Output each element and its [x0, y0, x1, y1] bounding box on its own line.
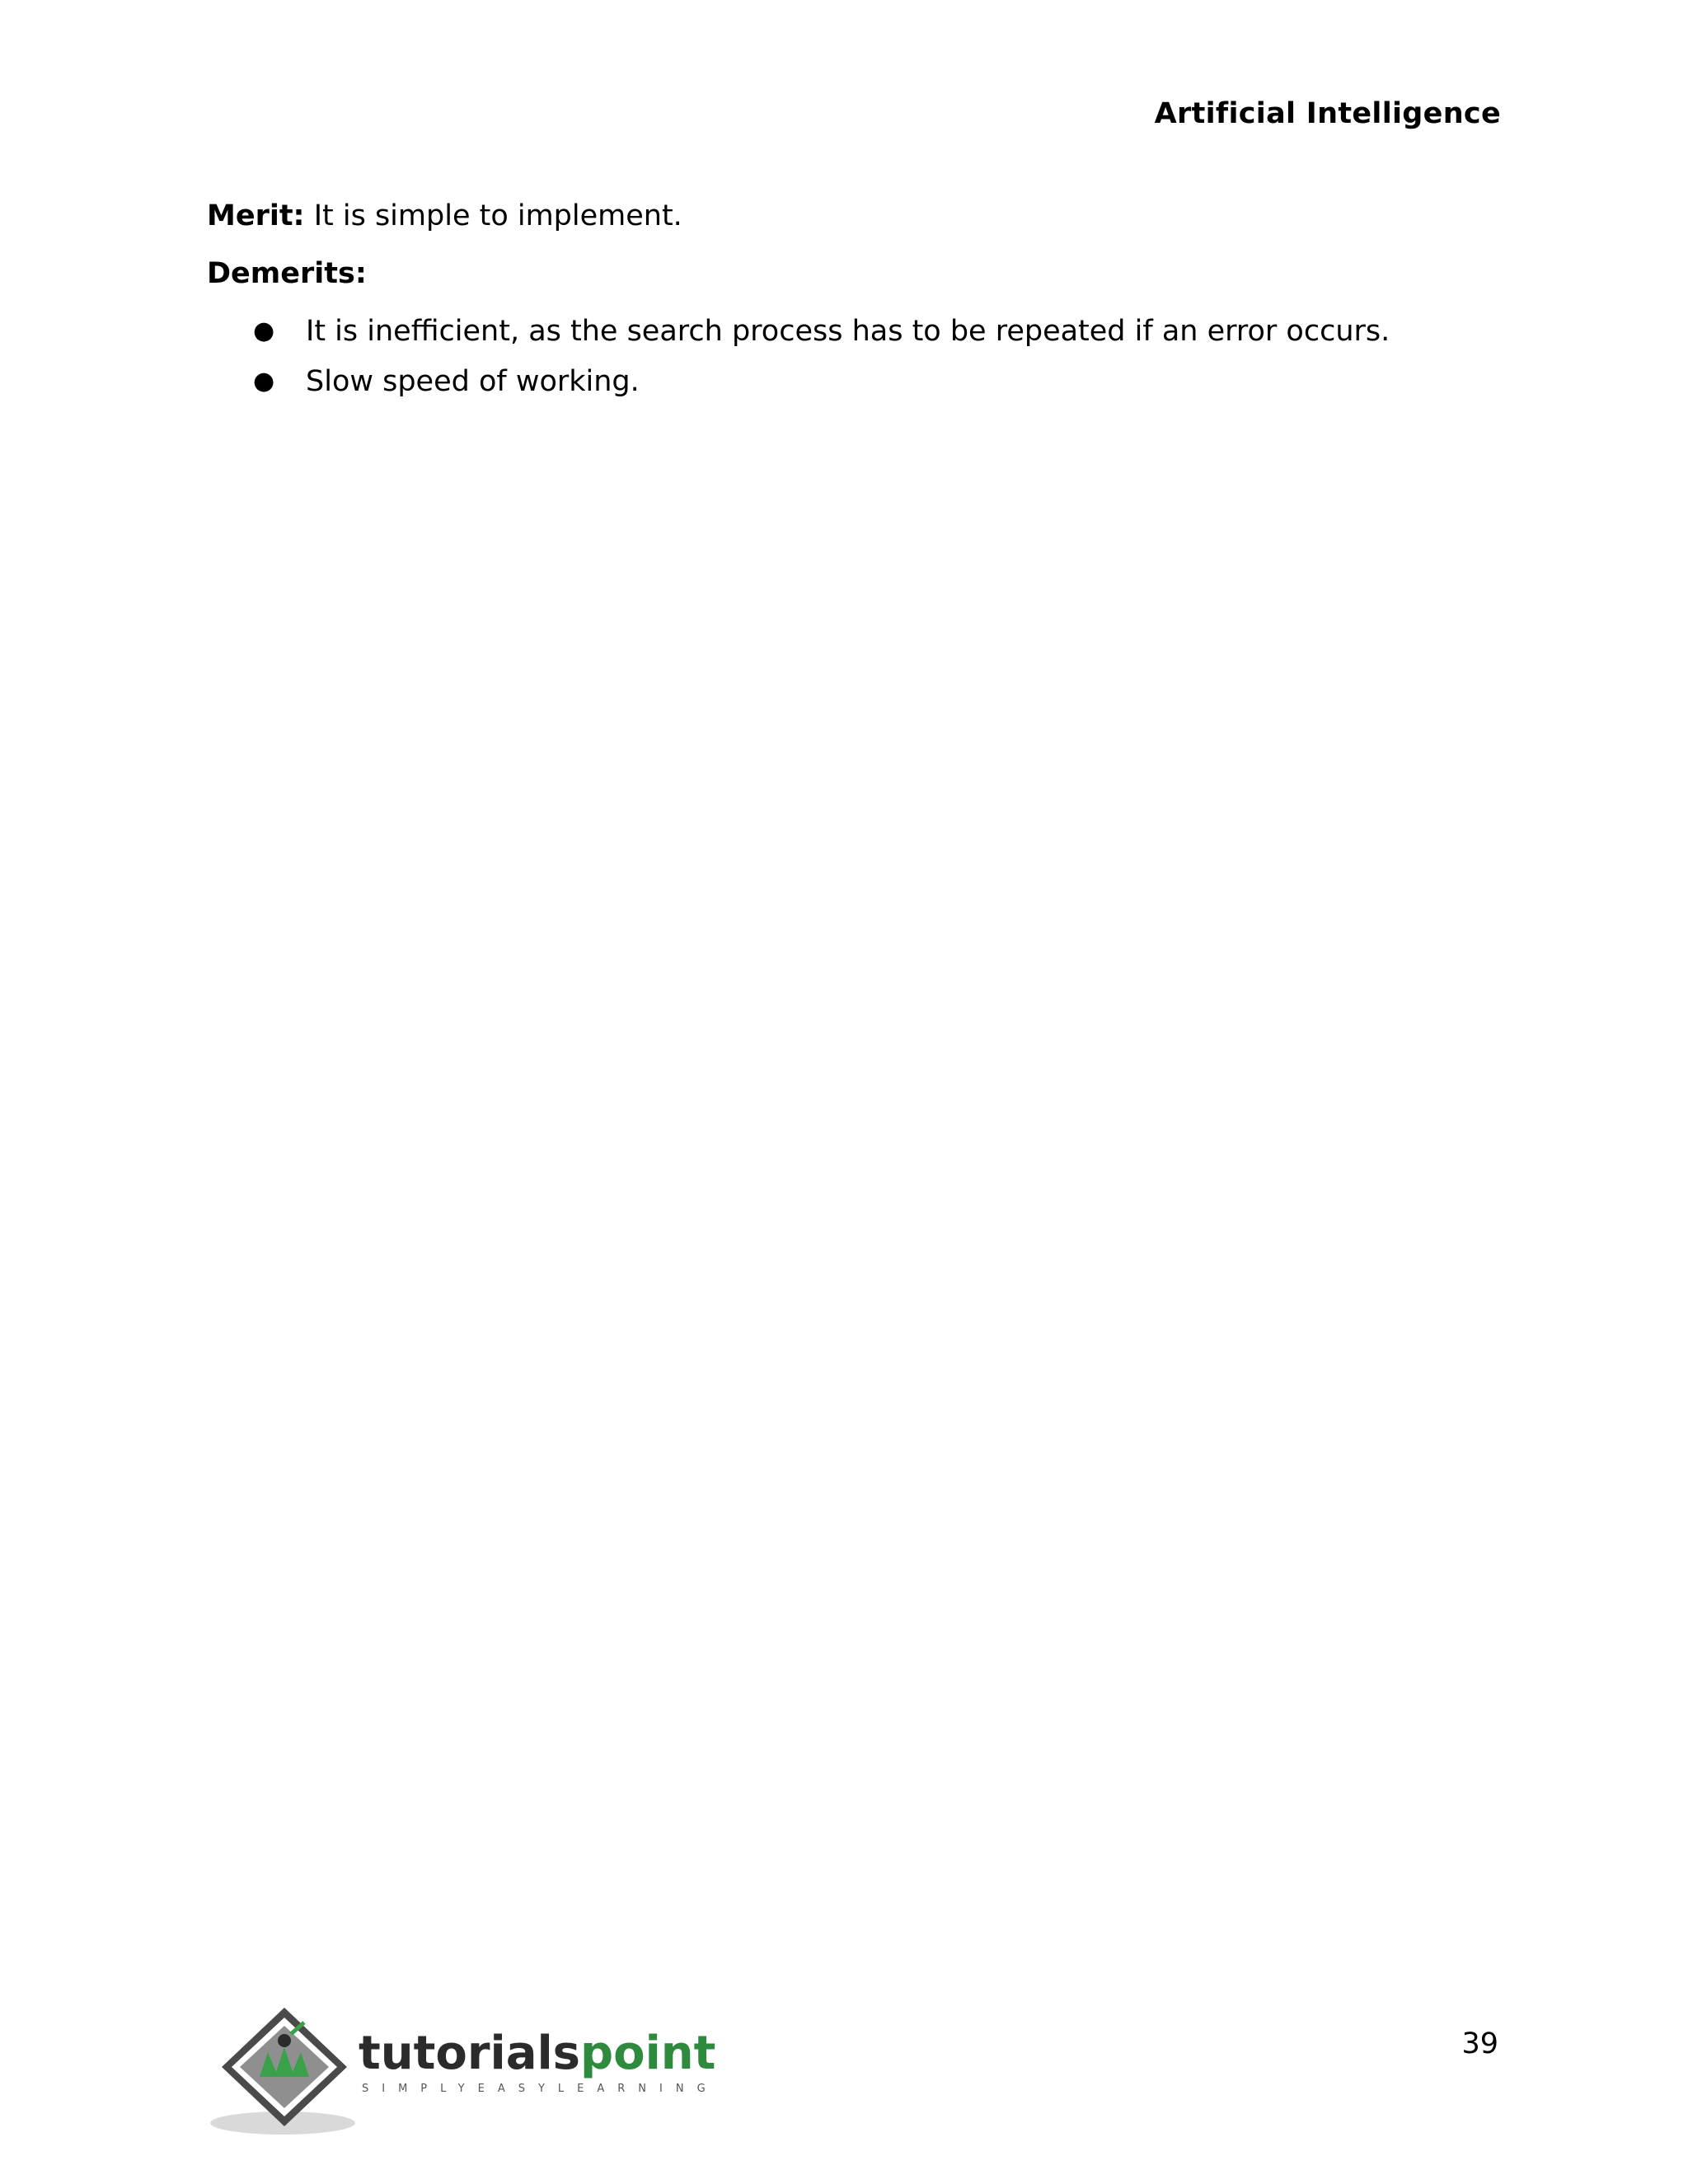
demerits-list — [207, 312, 1501, 401]
tutorialspoint-logo — [209, 2001, 736, 2141]
page-number: 39 — [1461, 2027, 1498, 2060]
merit-label: Merit: — [207, 199, 305, 232]
logo-wordmark: tutorialspoint — [359, 2027, 716, 2080]
page-content — [207, 196, 1501, 412]
list-item — [207, 362, 1501, 401]
list-item-text: It is inefficient, as the search process has to be repeated if an error occurs. — [306, 315, 1390, 348]
bullet-icon: ● — [253, 316, 275, 345]
list-item-text: Slow speed of working. — [306, 365, 640, 398]
demerits-heading: Demerits: — [207, 257, 367, 290]
list-item — [207, 312, 1501, 351]
diamond-icon — [222, 2008, 347, 2126]
bullet-icon: ● — [253, 367, 275, 396]
merit-text: It is simple to implement. — [304, 199, 682, 232]
logo-tagline: SIMPLYEASYLEARNING — [362, 2083, 719, 2095]
merit-paragraph — [207, 196, 1501, 236]
running-header: Artificial Intelligence — [1154, 97, 1501, 130]
